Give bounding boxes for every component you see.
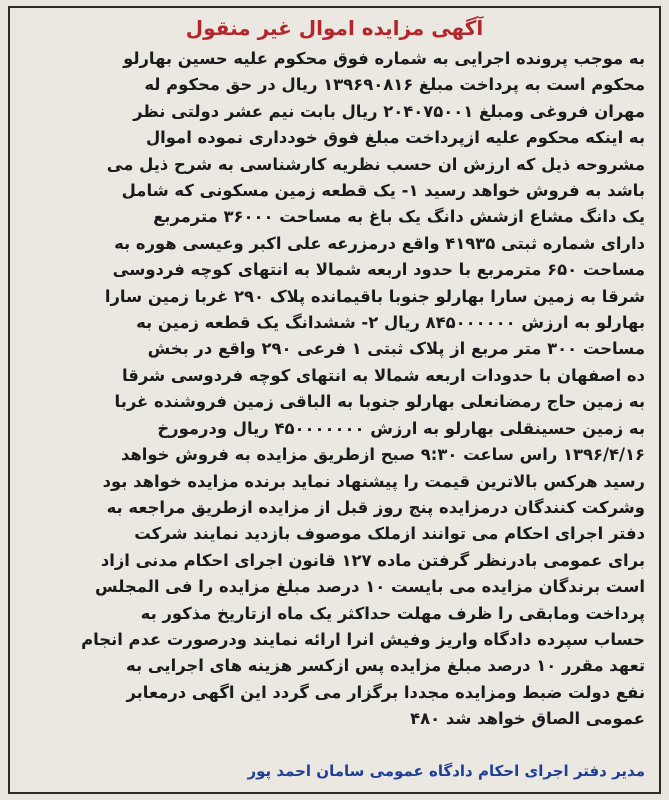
notice-line: محکوم است به پرداخت مبلغ ۱۳۹۶۹۰۸۱۶ ریال در حق محکوم له [144,75,645,95]
notice-title: آگهی مزایده اموال غیر منقول [185,16,484,40]
notice-line: مهران فروغی ومبلغ ۲۰۴۰۷۵۰۰۱ ریال بابت نیم عشر دولتی نظر [133,101,645,121]
notice-line: پرداخت ومابقی را ظرف مهلت حداکثر یک ماه ازتاریخ مذکور به [140,603,645,623]
notice-line: است برندگان مزایده می بایست ۱۰ درصد مبلغ مزایده را فی المجلس [95,577,645,597]
notice-line: ده اصفهان با حدودات اربعه شمالا به انتهای کوچه فردوسی شرقا [121,365,645,385]
notice-line: به زمین حسینقلی بهارلو به ارزش ۴۵۰۰۰۰۰۰۰ ریال ودرمورخ [157,418,645,438]
notice-signature: مدیر دفتر اجرای احکام دادگاه عمومی سامان احمد پور [247,762,645,780]
notice-line: عمومی الصاق خواهد شد ۴۸۰ [410,709,645,729]
notice-line: به اینکه محکوم علیه ازپرداخت مبلغ فوق خودداری نموده اموال [145,128,645,148]
notice-line: رسید هرکس بالاترین قیمت را پیشنهاد نماید برنده مزایده خواهد بود [102,471,645,491]
notice-line: ۱۳۹۶/۴/۱۶ راس ساعت ۹:۳۰ صبح ازطریق مزایده به فروش خواهد [120,445,645,465]
notice-line: تعهد مقرر ۱۰ درصد مبلغ مزایده پس ازکسر هزینه های اجرایی به [126,656,645,676]
notice-body [10,46,659,733]
notice-line: مشروحه ذیل که ارزش ان حسب نظریه کارشناسی به شرح ذیل می [106,154,645,174]
notice-line: یک دانگ مشاع ازشش دانگ یک باغ به مساحت ۳۶۰۰۰ مترمربع [153,207,645,227]
notice-line: دفتر اجرای احکام می توانند ازملک موصوف بازدید نمایند شرکت [134,524,645,544]
notice-line: باشد به فروش خواهد رسید ۱- یک قطعه زمین مسکونی که شامل [121,181,645,201]
notice-line: مساحت ۶۵۰ مترمربع با حدود اربعه شمالا به انتهای کوچه فردوسی [112,260,645,280]
notice-line: دارای شماره ثبتی ۴۱۹۳۵ واقع درمزرعه علی اکبر وعیسی هوره به [114,233,645,253]
notice-line: به موجب پرونده اجرایی به شماره فوق محکوم علیه حسین بهارلو [123,49,645,68]
notice-line: بهارلو به ارزش ۸۴۵۰۰۰۰۰۰ ریال ۲- ششدانگ یک قطعه زمین به [136,313,645,333]
notice-line: برای عمومی بادرنظر گرفتن ماده ۱۲۷ قانون اجرای احکام مدنی ازاد [100,550,645,570]
notice-line: مساحت ۳۰۰ متر مربع از پلاک ثبتی ۱ فرعی ۲۹۰ واقع در بخش [147,339,645,359]
notice-line: حساب سپرده دادگاه واریز وفیش انرا ارائه نمایند ودرصورت عدم انجام [81,629,645,649]
notice-line: نفع دولت ضبط ومزایده مجددا برگزار می گردد این اگهی درمعابر [126,682,645,702]
auction-notice [8,6,661,794]
notice-line: شرقا به زمین سارا بهارلو جنوبا باقیمانده پلاک ۲۹۰ غربا زمین سارا [104,286,645,306]
notice-line: به زمین حاج رمضانعلی بهارلو جنوبا به الباقی زمین فروشنده غربا [114,392,645,412]
notice-line: وشرکت کنندگان درمزایده پنج روز قبل از مزایده ازطریق مراجعه به [106,497,645,517]
